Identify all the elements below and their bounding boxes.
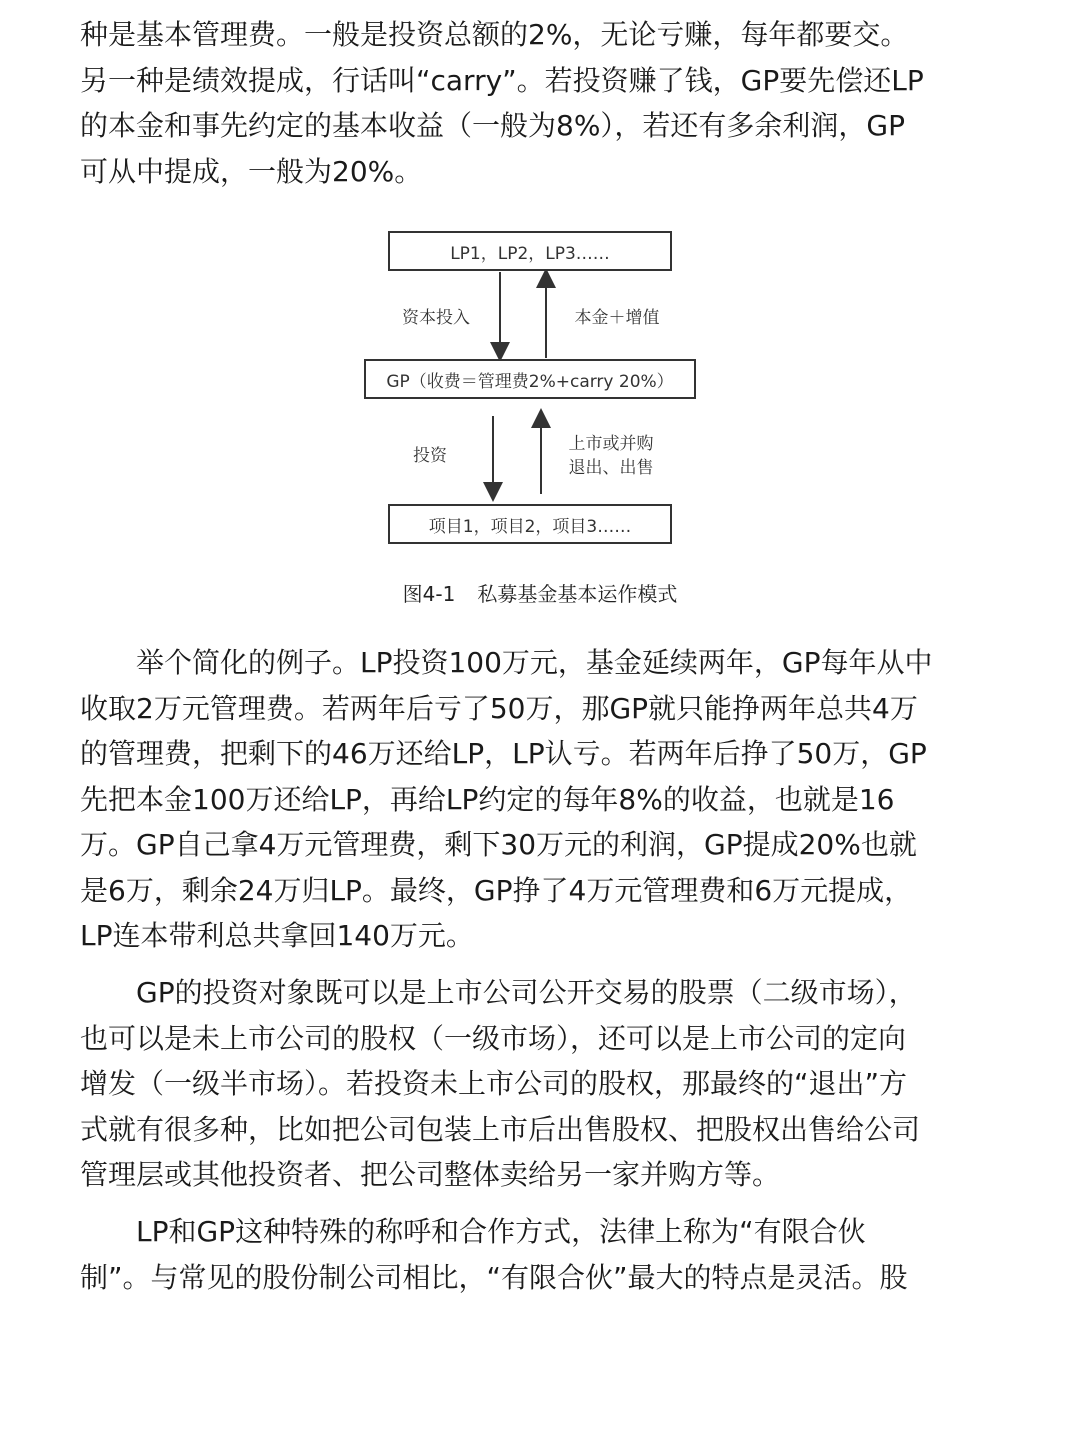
text-line: 先把本金100万还给LP，再给LP约定的每年8%的收益，也就是16	[80, 782, 895, 816]
text-line: 的管理费，把剩下的46万还给LP，LP认亏。若两年后挣了50万，GP	[80, 737, 927, 770]
text-line: 式就有很多种，比如把公司包装上市后出售股权、把股权出售给公司	[80, 1112, 921, 1146]
text-line: 也可以是未上市公司的股权（一级市场），还可以是上市公司的定向	[80, 1021, 907, 1055]
lp-box: LP1，LP2，LP3……	[388, 231, 672, 271]
caption-title: 私募基金基本运作模式	[477, 582, 678, 606]
text-line: 另一种是绩效提成，行话叫“carry”。若投资赚了钱，GP要先偿还LP	[80, 63, 924, 97]
text-line: 的本金和事先约定的基本收益（一般为8%），若还有多余利润，GP	[80, 109, 906, 142]
paragraph-investment-targets	[80, 970, 995, 1198]
text-line: GP的投资对象既可以是上市公司公开交易的股票（二级市场），	[80, 976, 917, 1009]
text-line: LP和GP这种特殊的称呼和合作方式，法律上称为“有限合伙	[80, 1215, 866, 1248]
exit-label-line2: 退出、出售	[568, 458, 654, 478]
projects-box: 项目1，项目2，项目3……	[388, 504, 672, 544]
paragraph-example	[80, 640, 995, 959]
paragraph-fees	[80, 12, 995, 194]
text-line: 管理层或其他投资者、把公司整体卖给另一家并购方等。	[80, 1158, 781, 1191]
text-line: 是6万，剩余24万归LP。最终，GP挣了4万元管理费和6万元提成，	[80, 873, 913, 907]
text-line: 种是基本管理费。一般是投资总额的2%，无论亏赚，每年都要交。	[80, 18, 909, 51]
text-line: 增发（一级半市场）。若投资未上市公司的股权，那最终的“退出”方	[80, 1067, 908, 1100]
invest-label: 投资	[413, 446, 447, 466]
caption-number: 图4-1	[402, 582, 456, 606]
fund-operation-diagram	[0, 222, 1080, 612]
text-line: LP连本带利总共拿回140万元。	[80, 919, 474, 952]
diagram-arrows	[0, 222, 1080, 612]
gp-box: GP（收费＝管理费2%+carry 20%）	[364, 359, 696, 399]
text-line: 制”。与常见的股份制公司相比，“有限合伙”最大的特点是灵活。股	[80, 1260, 908, 1294]
text-line: 收取2万元管理费。若两年后亏了50万，那GP就只能挣两年总共4万	[80, 691, 918, 725]
text-line: 举个简化的例子。LP投资100万元，基金延续两年，GP每年从中	[80, 646, 933, 679]
capital-investment-label: 资本投入	[402, 308, 470, 328]
paragraph-limited-partnership	[80, 1209, 995, 1300]
text-line: 万。GP自己拿4万元管理费，剩下30万元的利润，GP提成20%也就	[80, 828, 917, 861]
text-line: 可从中提成，一般为20%。	[80, 154, 423, 188]
exit-label-line1: 上市或并购	[568, 434, 654, 454]
figure-caption	[0, 578, 1080, 607]
principal-gain-label: 本金＋增值	[574, 308, 660, 328]
